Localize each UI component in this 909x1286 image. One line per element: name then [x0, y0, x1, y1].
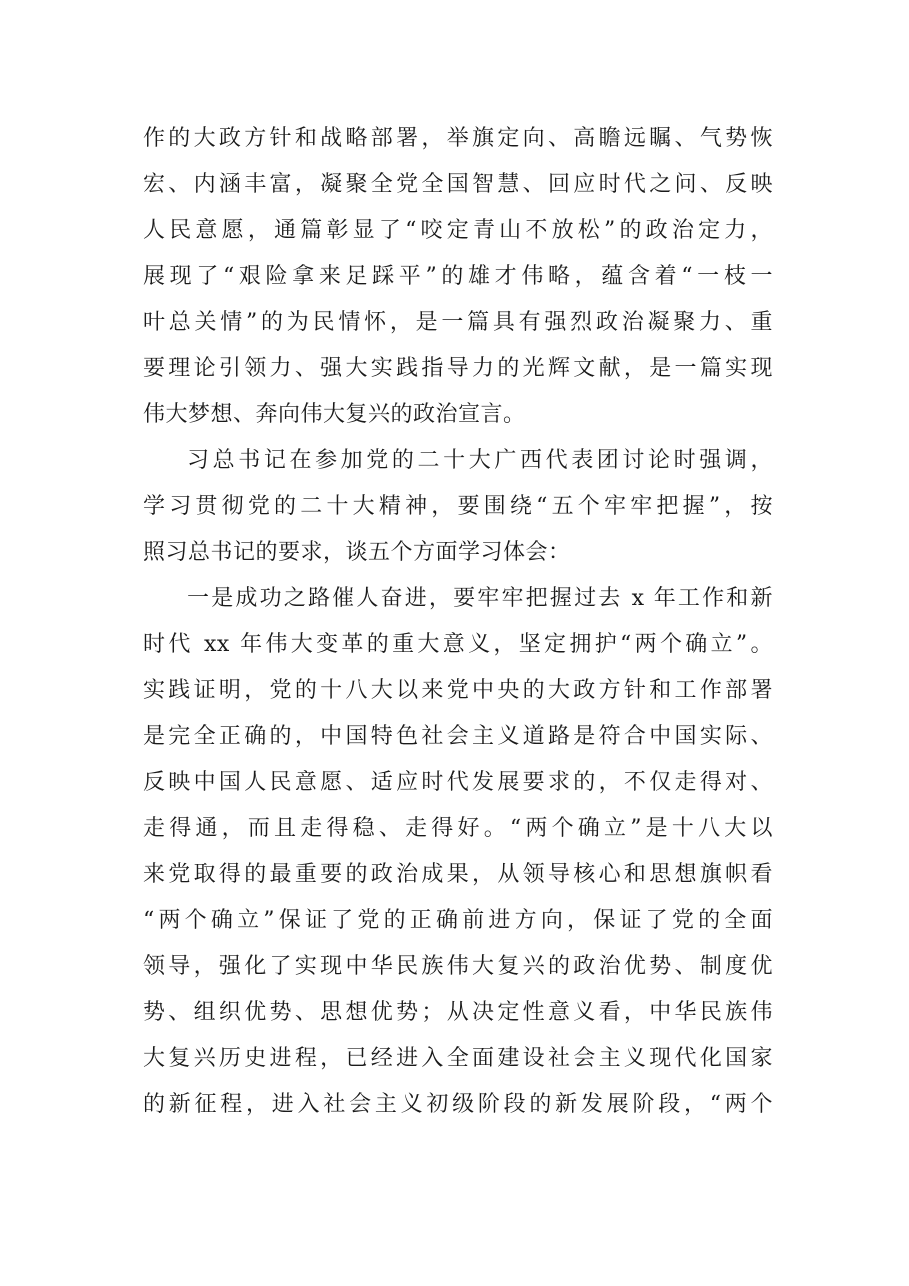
text-line: 伟大梦想、奔向伟大复兴的政治宣言。: [143, 402, 526, 427]
text-line: 来党取得的最重要的政治成果，从领导核心和思想旗帜看: [143, 862, 773, 887]
text-line: 时代 xx 年伟大变革的重大意义，坚定拥护“两个确立”。: [143, 632, 773, 657]
paragraph-3: [143, 576, 773, 1128]
text-line: 人民意愿，通篇彰显了“咬定青山不放松”的政治定力，: [143, 218, 773, 243]
document-body: [143, 116, 773, 1128]
text-line: 照习总书记的要求，谈五个方面学习体会：: [143, 540, 571, 565]
text-line: 作的大政方针和战略部署，举旗定向、高瞻远瞩、气势恢: [143, 126, 773, 151]
text-line: 实践证明，党的十八大以来党中央的大政方针和工作部署: [143, 678, 773, 703]
text-line: 要理论引领力、强大实践指导力的光辉文献，是一篇实现: [143, 356, 773, 381]
text-line: 走得通，而且走得稳、走得好。“两个确立”是十八大以: [143, 816, 773, 841]
text-line: 的新征程，进入社会主义初级阶段的新发展阶段，“两个: [143, 1092, 773, 1117]
text-line: “两个确立”保证了党的正确前进方向，保证了党的全面: [143, 908, 773, 933]
text-line: 大复兴历史进程，已经进入全面建设社会主义现代化国家: [143, 1046, 773, 1071]
text-line: 习总书记在参加党的二十大广西代表团讨论时强调，: [187, 448, 773, 473]
paragraph-2: [143, 438, 773, 576]
text-line: 宏、内涵丰富，凝聚全党全国智慧、回应时代之问、反映: [143, 172, 773, 197]
text-line: 学习贯彻党的二十大精神，要围绕“五个牢牢把握”，按: [143, 494, 773, 519]
text-line: 反映中国人民意愿、适应时代发展要求的，不仅走得对、: [143, 770, 773, 795]
text-line: 一是成功之路催人奋进，要牢牢把握过去 x 年工作和新: [187, 586, 773, 611]
paragraph-1: [143, 116, 773, 438]
text-line: 是完全正确的，中国特色社会主义道路是符合中国实际、: [143, 724, 773, 749]
text-line: 叶总关情”的为民情怀，是一篇具有强烈政治凝聚力、重: [143, 310, 773, 335]
text-line: 领导，强化了实现中华民族伟大复兴的政治优势、制度优: [143, 954, 773, 979]
text-line: 势、组织优势、思想优势；从决定性意义看，中华民族伟: [143, 1000, 773, 1025]
text-line: 展现了“艰险拿来足踩平”的雄才伟略，蕴含着“一枝一: [143, 264, 773, 289]
